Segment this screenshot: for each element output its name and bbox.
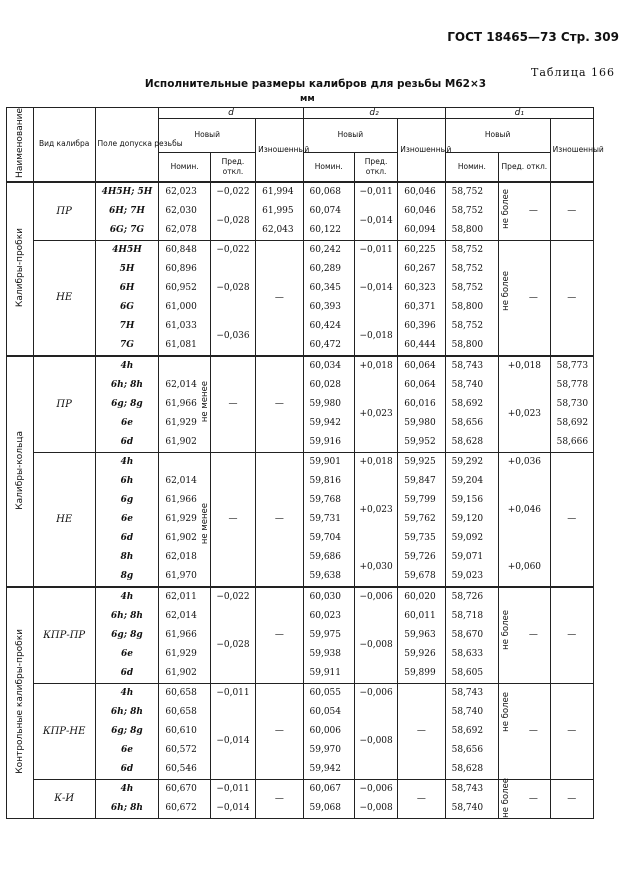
note-not-more: не более	[501, 691, 512, 732]
tolerance-cell: 4h	[95, 587, 159, 607]
note-not-less: не менее	[199, 502, 210, 545]
d2-worn: 60,046	[398, 182, 445, 202]
d1-deviation: +0,046	[499, 472, 550, 548]
tolerance-cell: 6h; 8h	[95, 703, 159, 722]
tolerance-cell: 6G; 7G	[95, 221, 159, 241]
d2-worn: 60,371	[398, 298, 445, 317]
d-deviation: −0,022	[210, 182, 255, 202]
d2-deviation: −0,008	[354, 799, 397, 819]
d2-deviation: −0,006	[354, 779, 397, 799]
header-d1-nominal: Номин.	[445, 152, 499, 182]
d-nominal: 60,848	[159, 240, 210, 260]
d1-nominal: 58,752	[445, 182, 499, 202]
d1-nominal: 58,800	[445, 221, 499, 241]
d1-nominal: 58,628	[445, 433, 499, 453]
d1-nominal: 58,656	[445, 741, 499, 760]
d1-nominal: 58,752	[445, 260, 499, 279]
d-nominal: 62,078	[159, 221, 210, 241]
d-nominal: 61,966	[159, 626, 210, 645]
d-worn: —	[256, 779, 303, 818]
d2-nominal: 60,023	[303, 607, 354, 626]
tolerance-cell: 4h	[95, 452, 159, 472]
d2-deviation: +0,023	[354, 472, 397, 548]
header-kind: Вид калибра	[33, 108, 95, 182]
d1-nominal: 58,605	[445, 664, 499, 684]
d2-nominal: 59,816	[303, 472, 354, 491]
d1-nominal: 58,800	[445, 336, 499, 356]
d2-worn: —	[398, 683, 445, 779]
table-title: Исполнительные размеры калибров для резьбы М62×3	[144, 78, 487, 90]
tolerance-cell: 6d	[95, 760, 159, 780]
d1-worn: 58,773	[550, 356, 593, 376]
d1-nominal: 58,743	[445, 683, 499, 703]
d2-nominal: 59,970	[303, 741, 354, 760]
d-deviation: −0,028	[210, 202, 255, 241]
d-deviation: −0,014	[210, 799, 255, 819]
d1-worn: 58,778	[550, 376, 593, 395]
header-d2: d₂	[303, 108, 445, 119]
d1-nominal: 58,752	[445, 240, 499, 260]
d2-nominal: 59,686	[303, 548, 354, 567]
table-label: Таблица 166	[531, 66, 615, 79]
d-nominal: 61,902	[159, 433, 210, 453]
header-d2-new: Новый	[303, 119, 398, 153]
header-name: Наименование	[7, 108, 34, 182]
d1-nominal: 58,628	[445, 760, 499, 780]
d-nominal: 62,011	[159, 587, 210, 607]
header-d1-deviation: Пред. откл.	[499, 152, 550, 182]
d1-worn: —	[550, 683, 593, 779]
d2-deviation: −0,011	[354, 182, 397, 202]
d-nominal: 62,014	[159, 472, 210, 491]
tolerance-cell: 6g	[95, 491, 159, 510]
unit-label: мм	[300, 94, 315, 104]
tolerance-cell: 7H	[95, 317, 159, 336]
d2-nominal: 60,068	[303, 182, 354, 202]
group-plug: Калибры-пробки	[7, 182, 34, 356]
kind-cell: НЕ	[33, 452, 95, 587]
d2-worn: 60,064	[398, 356, 445, 376]
tolerance-cell: 5H	[95, 260, 159, 279]
d2-worn: 59,925	[398, 452, 445, 472]
tolerance-cell: 6h; 8h	[95, 376, 159, 395]
d2-worn: 59,762	[398, 510, 445, 529]
d2-deviation: −0,018	[354, 317, 397, 356]
d2-deviation: −0,006	[354, 683, 397, 703]
d2-nominal: 60,074	[303, 202, 354, 221]
d-nominal: 62,018	[159, 548, 210, 567]
tolerance-cell: 6H; 7H	[95, 202, 159, 221]
d-worn: 61,994	[256, 182, 303, 202]
table-row	[7, 683, 594, 703]
d-deviation: −0,028	[210, 607, 255, 684]
d1-nominal: 58,670	[445, 626, 499, 645]
d1-deviation: +0,036	[499, 452, 550, 472]
d1-deviation: +0,060	[499, 548, 550, 587]
note-not-more: не более	[501, 609, 512, 650]
d1-deviation: +0,023	[499, 376, 550, 453]
d2-nominal: 60,289	[303, 260, 354, 279]
d2-nominal: 59,975	[303, 626, 354, 645]
table-row	[7, 587, 594, 607]
d1-worn: 58,666	[550, 433, 593, 453]
table-row	[7, 182, 594, 202]
d-deviation: —	[210, 356, 255, 453]
table-row	[7, 240, 594, 260]
d-nominal: 62,014	[159, 607, 210, 626]
d2-nominal: 59,916	[303, 433, 354, 453]
d-nominal: 61,966	[159, 491, 210, 510]
d1-nominal: 58,740	[445, 703, 499, 722]
tolerance-cell: 6h; 8h	[95, 799, 159, 819]
header-d-deviation: Пред. откл.	[210, 152, 255, 182]
d2-nominal: 60,034	[303, 356, 354, 376]
kind-cell: ПР	[33, 182, 95, 241]
note-not-less: не менее	[199, 380, 210, 423]
d2-deviation: +0,018	[354, 452, 397, 472]
d2-deviation: −0,011	[354, 240, 397, 260]
d-nominal: 60,672	[159, 799, 210, 819]
d2-worn: 59,847	[398, 472, 445, 491]
tolerance-cell: 6d	[95, 529, 159, 548]
d-deviation: −0,011	[210, 683, 255, 703]
d2-deviation: −0,008	[354, 607, 397, 684]
group-control: Контрольные калибры-пробки	[7, 587, 34, 819]
d2-worn: 60,020	[398, 587, 445, 607]
d1-nominal: 59,092	[445, 529, 499, 548]
d2-deviation: −0,006	[354, 587, 397, 607]
note-not-more: не более	[501, 777, 512, 818]
d2-nominal: 59,911	[303, 664, 354, 684]
table-row	[7, 356, 594, 376]
tolerance-cell: 6e	[95, 510, 159, 529]
d1-worn: —	[550, 779, 593, 818]
kind-cell: КПР-НЕ	[33, 683, 95, 779]
header-d-worn: Изношенный	[256, 119, 303, 182]
header-d1-worn: Изношенный	[550, 119, 593, 182]
d2-nominal: 60,122	[303, 221, 354, 241]
d1-nominal: 58,740	[445, 799, 499, 819]
d2-nominal: 59,938	[303, 645, 354, 664]
d2-nominal: 60,030	[303, 587, 354, 607]
d1-nominal: 59,156	[445, 491, 499, 510]
d2-nominal: 60,345	[303, 279, 354, 298]
header-d: d	[159, 108, 303, 119]
d-nominal: 61,902	[159, 664, 210, 684]
header-d-new: Новый	[159, 119, 256, 153]
d-nominal: 62,014	[159, 376, 210, 395]
d2-nominal: 60,054	[303, 703, 354, 722]
d1-nominal: 58,656	[445, 414, 499, 433]
d2-worn: 60,046	[398, 202, 445, 221]
d1-nominal: 58,740	[445, 376, 499, 395]
d1-deviation: не более —	[499, 240, 550, 356]
d-worn: —	[256, 587, 303, 684]
d1-nominal: 58,752	[445, 279, 499, 298]
header-tolerance: Поле допуска резьбы	[95, 108, 159, 182]
d2-nominal: 59,068	[303, 799, 354, 819]
d1-worn: —	[550, 240, 593, 356]
tolerance-cell: 6e	[95, 414, 159, 433]
d1-deviation: +0,018	[499, 356, 550, 376]
kind-cell: ПР	[33, 356, 95, 453]
d-worn: 61,995	[256, 202, 303, 221]
d1-nominal: 58,800	[445, 298, 499, 317]
d2-worn: 59,726	[398, 548, 445, 567]
d2-nominal: 59,704	[303, 529, 354, 548]
d2-nominal: 59,980	[303, 395, 354, 414]
d1-nominal: 58,633	[445, 645, 499, 664]
tolerance-cell: 7G	[95, 336, 159, 356]
d1-nominal: 59,292	[445, 452, 499, 472]
d-nominal: 61,929	[159, 414, 210, 433]
d2-worn: 59,952	[398, 433, 445, 453]
d1-worn: 58,730	[550, 395, 593, 414]
group-ring: Калибры-кольца	[7, 356, 34, 587]
d-nominal: 61,033	[159, 317, 210, 336]
d2-worn: 59,980	[398, 414, 445, 433]
d-worn: 62,043	[256, 221, 303, 241]
d-nominal: 60,670	[159, 779, 210, 799]
tolerance-cell: 6e	[95, 645, 159, 664]
d-nominal: 62,030	[159, 202, 210, 221]
d2-worn: 59,899	[398, 664, 445, 684]
header-d2-nominal: Номин.	[303, 152, 354, 182]
d2-worn: —	[398, 779, 445, 818]
kind-cell: К-И	[33, 779, 95, 818]
d-worn: —	[256, 240, 303, 356]
header-d1-new: Новый	[445, 119, 550, 153]
d2-worn: 60,011	[398, 607, 445, 626]
d-nominal: 60,658	[159, 703, 210, 722]
d1-worn: —	[550, 587, 593, 684]
d-nominal: 60,952	[159, 279, 210, 298]
tolerance-cell: 4h	[95, 356, 159, 376]
d-nominal: 61,966	[159, 395, 210, 414]
d2-worn: 59,963	[398, 626, 445, 645]
d2-deviation: −0,014	[354, 260, 397, 317]
d-nominal: 60,546	[159, 760, 210, 780]
tolerance-cell: 6H	[95, 279, 159, 298]
d-worn: —	[256, 683, 303, 779]
d2-worn: 60,225	[398, 240, 445, 260]
d2-worn: 60,094	[398, 221, 445, 241]
d2-worn: 59,735	[398, 529, 445, 548]
d-deviation: −0,022	[210, 587, 255, 607]
d1-deviation: не более —	[499, 779, 550, 818]
d-nominal: 60,572	[159, 741, 210, 760]
d2-nominal: 60,067	[303, 779, 354, 799]
d2-nominal: 60,006	[303, 722, 354, 741]
tolerance-cell: 6h	[95, 472, 159, 491]
d2-nominal: 59,638	[303, 567, 354, 587]
d-nominal: 61,902	[159, 529, 210, 548]
tolerance-cell: 6d	[95, 664, 159, 684]
tolerance-cell: 8h	[95, 548, 159, 567]
d-nominal: 60,610	[159, 722, 210, 741]
d2-deviation: −0,014	[354, 202, 397, 241]
d2-worn: 60,267	[398, 260, 445, 279]
d2-worn: 59,678	[398, 567, 445, 587]
d-nominal: 61,970	[159, 567, 210, 587]
d1-nominal: 58,718	[445, 607, 499, 626]
header-d2-worn: Изношенный	[398, 119, 445, 182]
d1-nominal: 58,692	[445, 722, 499, 741]
d1-nominal: 59,071	[445, 548, 499, 567]
d-nominal: 61,081	[159, 336, 210, 356]
kind-cell: НЕ	[33, 240, 95, 356]
d1-nominal: 58,692	[445, 395, 499, 414]
tolerance-cell: 6e	[95, 741, 159, 760]
tolerance-cell: 6g; 8g	[95, 395, 159, 414]
tolerance-cell: 6G	[95, 298, 159, 317]
d1-deviation: не более —	[499, 182, 550, 241]
tolerance-cell: 4h	[95, 779, 159, 799]
d2-nominal: 60,393	[303, 298, 354, 317]
d2-worn: 59,926	[398, 645, 445, 664]
header-d1: d₁	[445, 108, 593, 119]
d-nominal: 61,929	[159, 510, 210, 529]
d2-nominal: 59,731	[303, 510, 354, 529]
d1-nominal: 58,743	[445, 356, 499, 376]
d1-worn: —	[550, 452, 593, 587]
d1-nominal: 59,023	[445, 567, 499, 587]
d-deviation: −0,036	[210, 317, 255, 356]
d2-worn: 59,799	[398, 491, 445, 510]
gauge-dimensions-table	[6, 107, 604, 819]
table-row	[7, 452, 594, 472]
d1-nominal: 58,726	[445, 587, 499, 607]
d2-nominal: 60,472	[303, 336, 354, 356]
d2-nominal: 60,424	[303, 317, 354, 336]
d2-nominal: 59,901	[303, 452, 354, 472]
d2-nominal: 59,768	[303, 491, 354, 510]
d2-deviation: +0,030	[354, 548, 397, 587]
d1-nominal: 58,752	[445, 202, 499, 221]
d1-nominal: 58,743	[445, 779, 499, 799]
page-header: ГОСТ 18465—73 Стр. 309	[447, 30, 619, 44]
d1-worn: 58,692	[550, 414, 593, 433]
d2-deviation: +0,018	[354, 356, 397, 376]
tolerance-cell: 4H5H; 5H	[95, 182, 159, 202]
d2-nominal: 60,055	[303, 683, 354, 703]
d2-nominal: 59,942	[303, 414, 354, 433]
d2-worn: 60,016	[398, 395, 445, 414]
d-nominal: 60,658	[159, 683, 210, 703]
d2-deviation: +0,023	[354, 376, 397, 453]
d-worn: —	[256, 356, 303, 453]
d1-worn: —	[550, 182, 593, 241]
tolerance-cell: 4h	[95, 683, 159, 703]
d-deviation: −0,028	[210, 260, 255, 317]
d-nominal: 60,896	[159, 260, 210, 279]
tolerance-cell: 8g	[95, 567, 159, 587]
d1-deviation: не более —	[499, 587, 550, 684]
d2-nominal: 60,242	[303, 240, 354, 260]
d-worn: —	[256, 452, 303, 587]
tolerance-cell: 6d	[95, 433, 159, 453]
d2-nominal: 60,028	[303, 376, 354, 395]
d-deviation: −0,022	[210, 240, 255, 260]
d2-deviation: −0,008	[354, 703, 397, 780]
d2-worn: 60,323	[398, 279, 445, 298]
d-deviation: −0,011	[210, 779, 255, 799]
d1-nominal: 59,120	[445, 510, 499, 529]
d2-worn: 60,444	[398, 336, 445, 356]
header-d2-deviation: Пред. откл.	[354, 152, 397, 182]
d1-nominal: 59,204	[445, 472, 499, 491]
tolerance-cell: 6g; 8g	[95, 626, 159, 645]
d2-worn: 60,396	[398, 317, 445, 336]
d-deviation: —	[210, 452, 255, 587]
note-not-more: не более	[501, 270, 512, 311]
d-nominal: 61,000	[159, 298, 210, 317]
kind-cell: КПР-ПР	[33, 587, 95, 684]
d-deviation: −0,014	[210, 703, 255, 780]
d1-nominal: 58,752	[445, 317, 499, 336]
tolerance-cell: 6g; 8g	[95, 722, 159, 741]
d2-worn: 60,064	[398, 376, 445, 395]
d-nominal: 62,023	[159, 182, 210, 202]
d2-nominal: 59,942	[303, 760, 354, 780]
header-d-nominal: Номин.	[159, 152, 210, 182]
table-row	[7, 779, 594, 799]
d-nominal: 61,929	[159, 645, 210, 664]
tolerance-cell: 4H5H	[95, 240, 159, 260]
note-not-more: не более	[501, 188, 512, 229]
d1-deviation: не более —	[499, 683, 550, 779]
tolerance-cell: 6h; 8h	[95, 607, 159, 626]
